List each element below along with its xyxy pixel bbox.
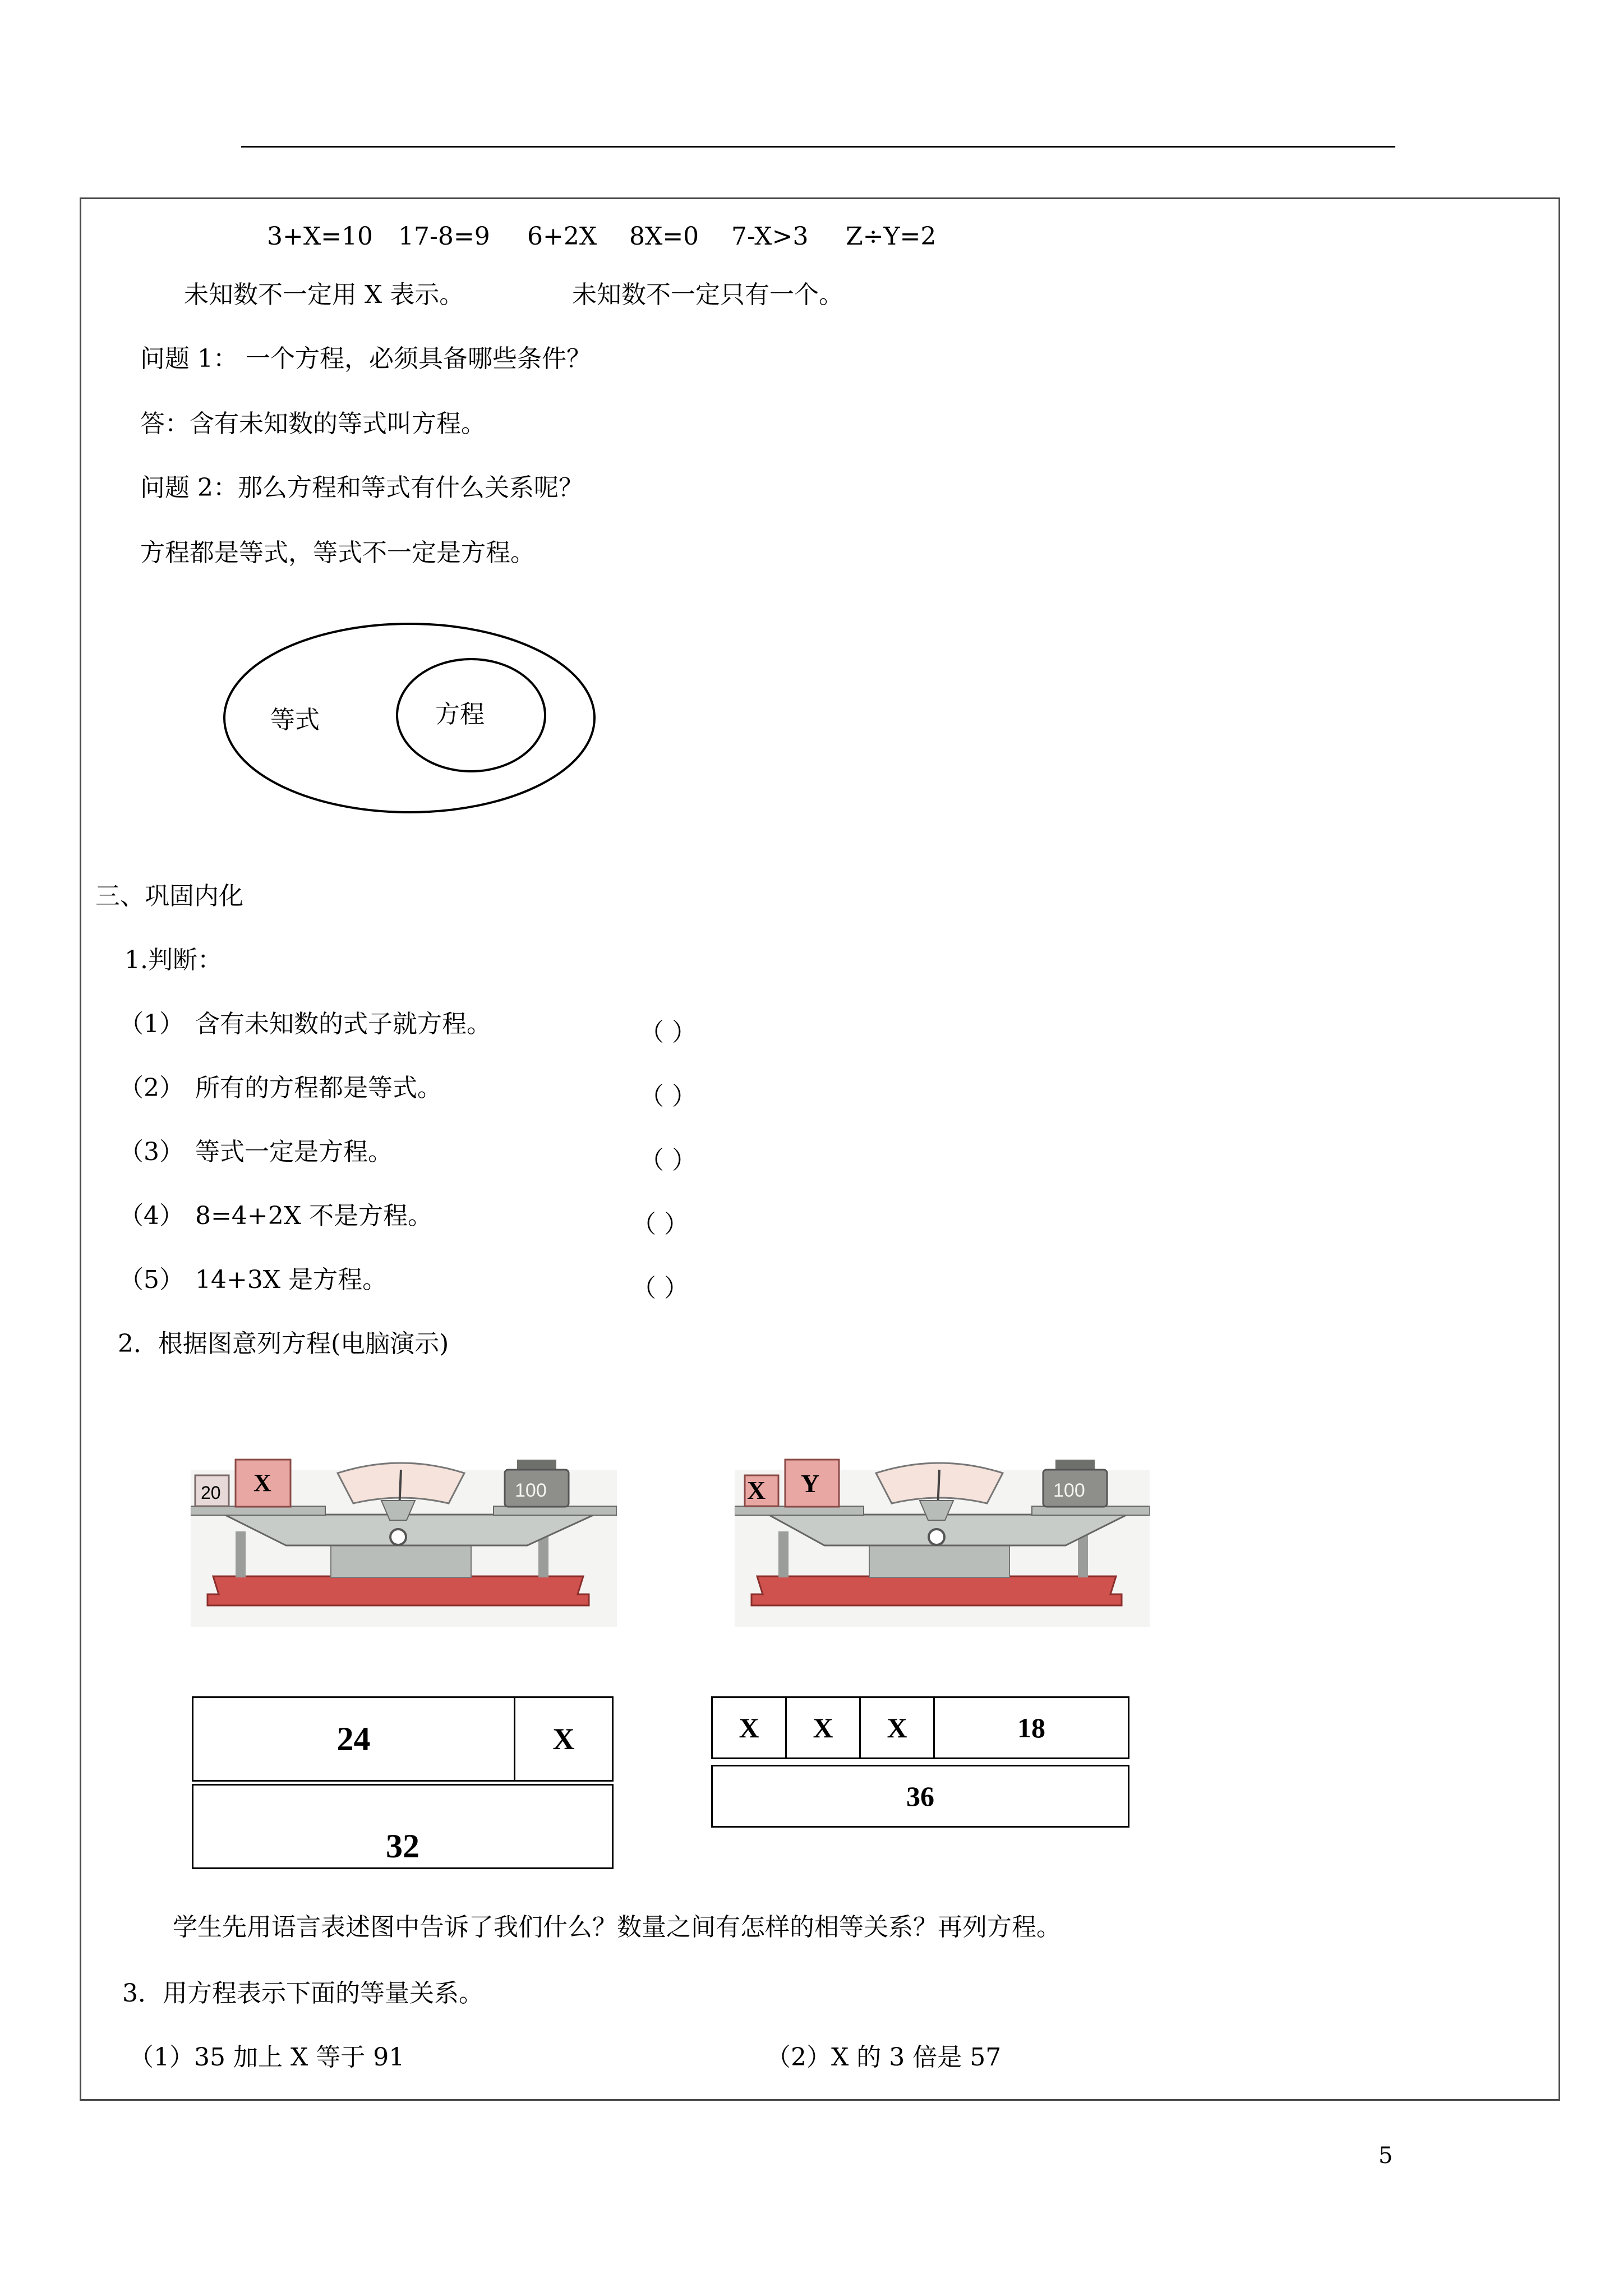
equation-example: 6+2X	[527, 222, 597, 251]
task-3-item: （1）35 加上 X 等于 91	[129, 2043, 405, 2072]
equation-example: 17-8=9	[398, 222, 490, 251]
equation-example: Z÷Y=2	[846, 222, 937, 251]
judge-item-text: 含有未知数的式子就方程。	[195, 1010, 491, 1038]
judge-item-text: 等式一定是方程。	[195, 1138, 393, 1166]
judge-item-number: （3）	[119, 1138, 184, 1166]
segment-cell: X	[787, 1698, 861, 1757]
scale-beam	[768, 1515, 1127, 1545]
answer-1: 答：含有未知数的等式叫方程。	[140, 409, 486, 438]
judge-answer-blank[interactable]: （ ）	[631, 1274, 689, 1303]
segment-cell: 18	[1017, 1712, 1045, 1743]
section-3-heading: 三、巩固内化	[95, 882, 243, 910]
segment-diagram-1-bottom	[192, 1784, 614, 1869]
question-1: 问题 1： 一个方程，必须具备哪些条件？	[140, 344, 591, 373]
answer-2: 方程都是等式，等式不一定是方程。	[140, 539, 535, 567]
judge-answer-blank[interactable]: （ ）	[639, 1146, 697, 1175]
judge-title: 1.判断：	[125, 946, 222, 974]
svg-text:Y: Y	[801, 1469, 820, 1498]
judge-item-text: 14+3X 是方程。	[195, 1266, 388, 1294]
question-2: 问题 2：那么方程和等式有什么关系呢？	[140, 473, 583, 502]
segment-cell: 32	[386, 1827, 419, 1865]
svg-text:100: 100	[1053, 1480, 1085, 1501]
segment-cell: 24	[193, 1698, 515, 1780]
venn-label-equation: 方程	[435, 700, 485, 729]
scale-beam	[224, 1515, 594, 1545]
segment-cell: X	[861, 1698, 935, 1757]
task-2-title: 2．根据图意列方程(电脑演示)	[118, 1329, 449, 1358]
venn-label-equality: 等式	[270, 706, 320, 734]
segment-diagram-2-bottom	[711, 1765, 1129, 1828]
judge-item-text: 8=4+2X 不是方程。	[195, 1202, 433, 1230]
balance-scale-1	[191, 1447, 617, 1627]
equation-example: 8X=0	[629, 222, 699, 251]
segment-diagram-1-top	[192, 1696, 614, 1782]
segment-diagram-2-top	[711, 1696, 1129, 1759]
segment-cell: X	[713, 1698, 787, 1757]
task-3-item: （2）X 的 3 倍是 57	[766, 2043, 1002, 2072]
judge-item-number: （5）	[119, 1266, 184, 1294]
page-number: 5	[1378, 2143, 1393, 2169]
header-rule	[241, 146, 1395, 148]
scale-base	[751, 1576, 1122, 1605]
svg-text:X: X	[253, 1469, 271, 1497]
segment-cell: 36	[906, 1780, 934, 1812]
task-2-note: 学生先用语言表述图中告诉了我们什么？数量之间有怎样的相等关系？再列方程。	[173, 1913, 1061, 1941]
note-unknown-symbol: 未知数不一定用 X 表示。	[184, 280, 464, 309]
balance-scale-2	[735, 1447, 1150, 1627]
judge-answer-blank[interactable]: （ ）	[639, 1018, 697, 1047]
judge-answer-blank[interactable]: （ ）	[639, 1082, 697, 1111]
svg-text:20: 20	[201, 1483, 221, 1503]
judge-item-number: （1）	[119, 1010, 184, 1038]
judge-item-number: （2）	[119, 1074, 184, 1102]
scale-base	[208, 1576, 589, 1605]
equation-example: 7-X>3	[731, 222, 809, 251]
segment-cell: X	[552, 1722, 575, 1756]
task-3-title: 3．用方程表示下面的等量关系。	[122, 1979, 483, 2008]
judge-answer-blank[interactable]: （ ）	[631, 1210, 689, 1239]
judge-item-number: （4）	[119, 1202, 184, 1230]
note-unknown-count: 未知数不一定只有一个。	[572, 280, 843, 309]
svg-text:100: 100	[515, 1480, 547, 1501]
judge-item-text: 所有的方程都是等式。	[195, 1074, 442, 1102]
svg-text:X: X	[747, 1476, 766, 1504]
equation-example: 3+X=10	[267, 222, 374, 251]
